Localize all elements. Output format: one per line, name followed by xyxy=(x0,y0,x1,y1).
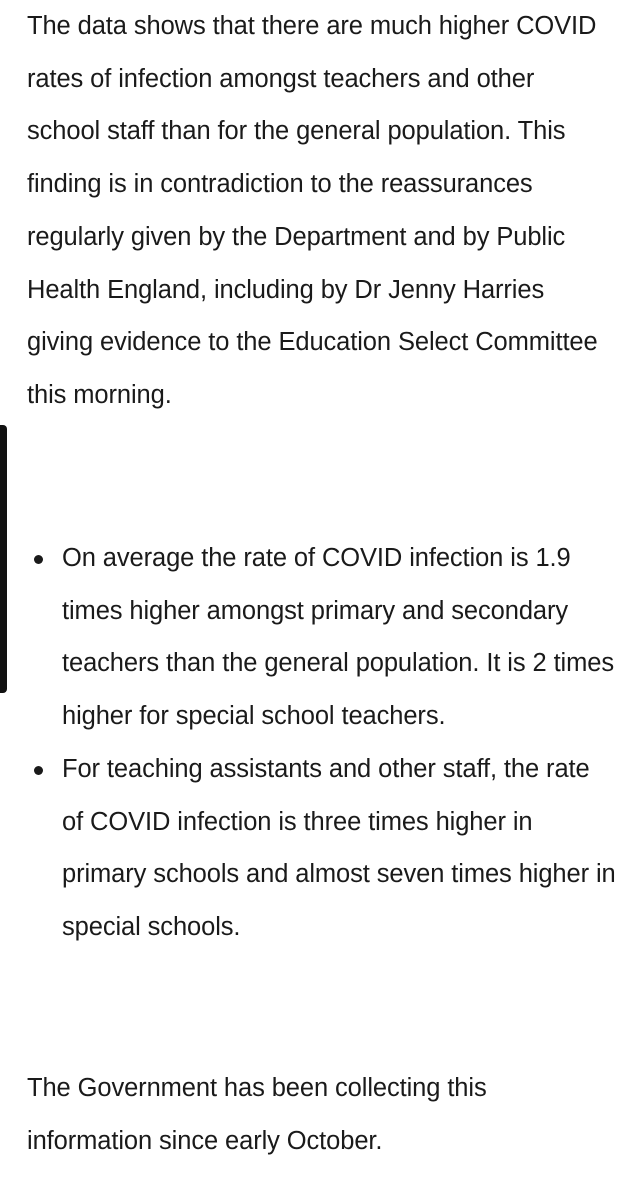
findings-list xyxy=(27,532,617,954)
scrollbar-handle[interactable] xyxy=(0,425,7,693)
list-item-text: On average the rate of COVID infection is 1.9 times higher amongst primary and secondary teachers than the general population. It is 2 times higher for special school teachers. xyxy=(62,544,614,731)
intro-paragraph: The data shows that there are much higher COVID rates of infection amongst teachers and other school staff than for the general population. This finding is in contradiction to the reassurances regularly given by the Department and by Public Health England, including by Dr Jenny Harries giving evidence to the Education Select Committee this morning. xyxy=(27,12,598,409)
bullet-icon xyxy=(34,555,43,564)
list-item-text: For teaching assistants and other staff, the rate of COVID infection is three times higher in primary schools and almost seven times higher in special schools. xyxy=(62,754,616,941)
closing-paragraph: The Government has been collecting this information since early October. xyxy=(27,1074,487,1155)
list-item xyxy=(27,532,617,743)
bullet-icon xyxy=(34,766,43,775)
list-item xyxy=(27,743,617,954)
